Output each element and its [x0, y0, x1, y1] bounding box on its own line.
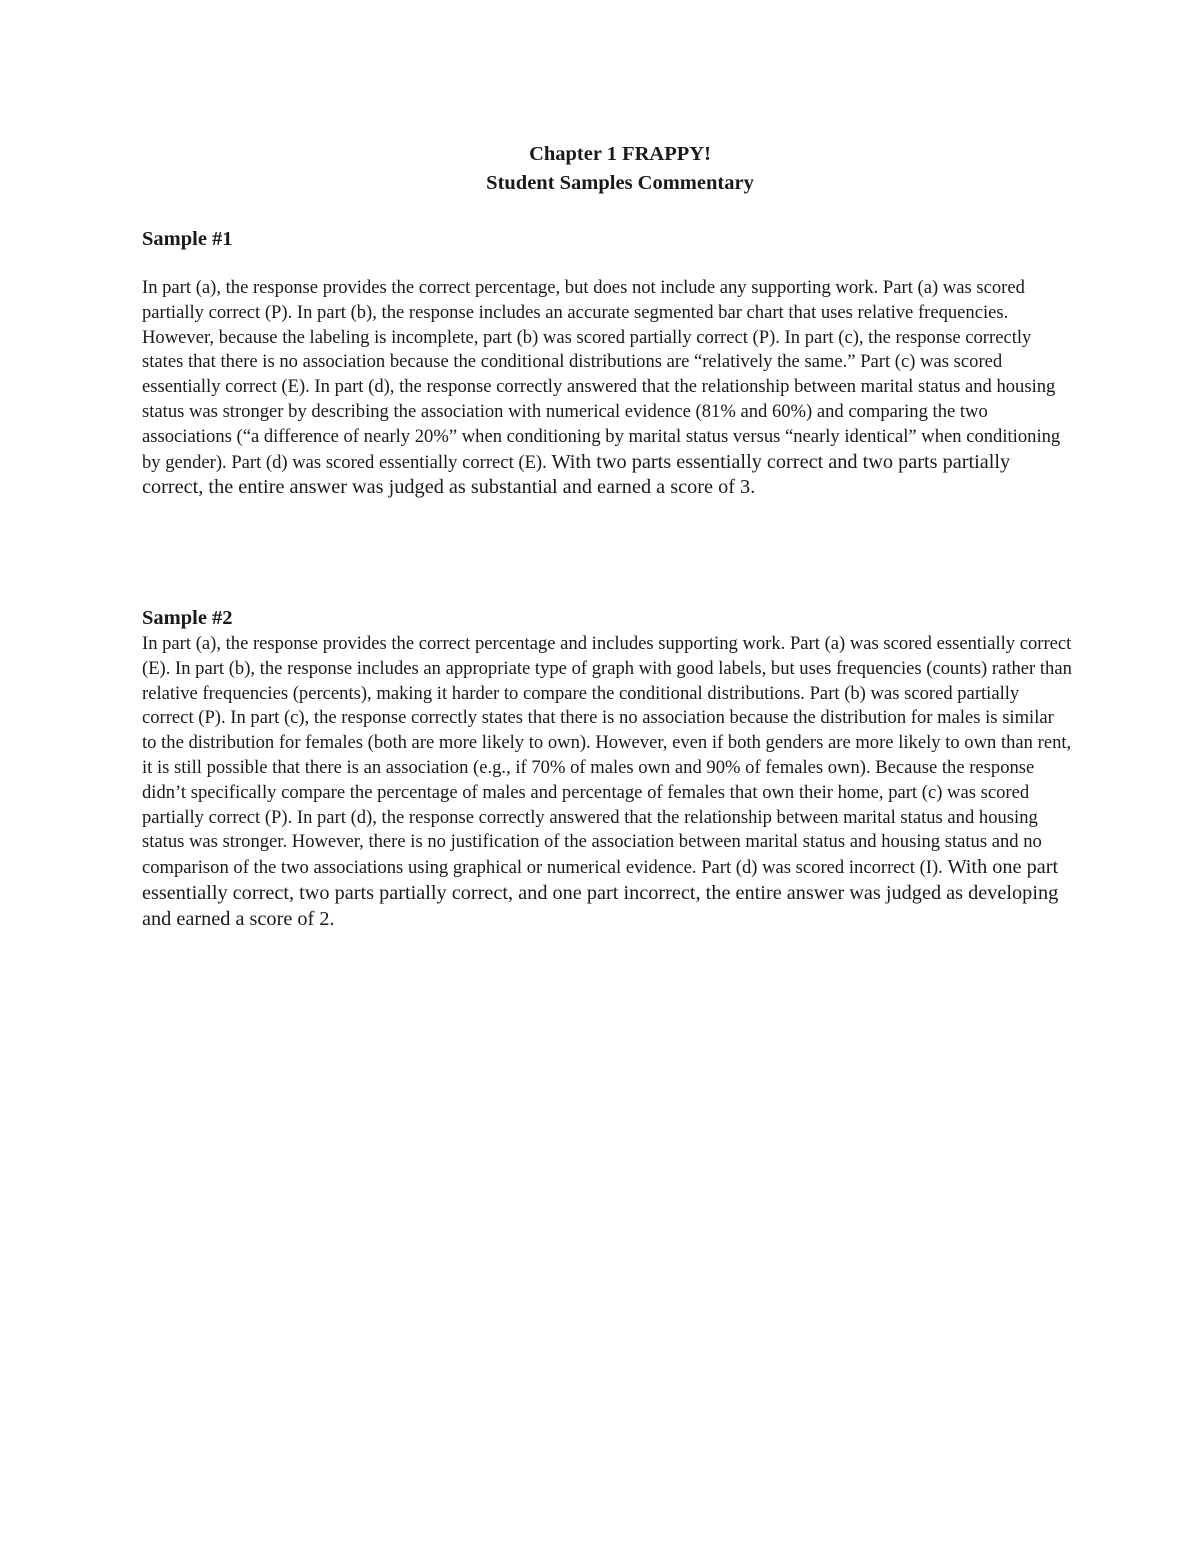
title-block [0, 140, 1200, 198]
sample-2-commentary [142, 632, 1072, 933]
sample-1-commentary [142, 276, 1072, 501]
sample-1-conclusion: With two parts essentially correct and two parts partially correct, the entire answer was judged as substantial and earned a score of 3. [142, 450, 1011, 499]
sample-1-heading: Sample #1 [142, 228, 233, 250]
document-title: Chapter 1 FRAPPY! [529, 143, 711, 165]
sample-2-conclusion: With one part essentially correct, two parts partially correct, and one part incorrect, the entire answer was judged as developing and earned a score of 2. [142, 856, 1059, 930]
sample-2-body: In part (a), the response provides the correct percentage and includes supporting work. Part (a) was scored essentially correct (E). In part (b), the response includes an appropriate type of graph with good labels, but uses frequencies (counts) rather than relative frequencies (percents), making it harder to compare the conditional distributions. Part (b) was scored partially correct (P). In part (c), the response correctly states that there is no association because the distribution for males is similar to the distribution for females (both are more likely to own). However, even if both genders are more likely to own than rent, it is still possible that there is an association (e.g., if 70% of males own and 90% of females own). Because the response didn’t specifically compare the percentage of males and percentage of females that own their home, part (c) was scored partially correct (P). In part (d), the response correctly answered that the relationship between marital status and housing status was stronger. However, there is no justification of the association between marital status and housing status and no comparison of the two associations using graphical or numerical evidence. Part (d) was scored incorrect (I). [142, 633, 1072, 879]
document-subtitle: Student Samples Commentary [486, 172, 754, 194]
sample-2-heading: Sample #2 [142, 607, 233, 629]
sample-1-body: In part (a), the response provides the correct percentage, but does not include any supporting work. Part (a) was scored partially correct (P). In part (b), the response includes an accurate segmented bar chart that uses relative frequencies. However, because the labeling is incomplete, part (b) was scored partially correct (P). In part (c), the response correctly states that there is no association because the conditional distributions are “relatively the same.” Part (c) was scored essentially correct (E). In part (d), the response correctly answered that the relationship between marital status and housing status was stronger by describing the association with numerical evidence (81% and 60%) and comparing the two associations (“a difference of nearly 20%” when conditioning by marital status versus “nearly identical” when conditioning by gender). Part (d) was scored essentially correct (E). [142, 277, 1061, 473]
